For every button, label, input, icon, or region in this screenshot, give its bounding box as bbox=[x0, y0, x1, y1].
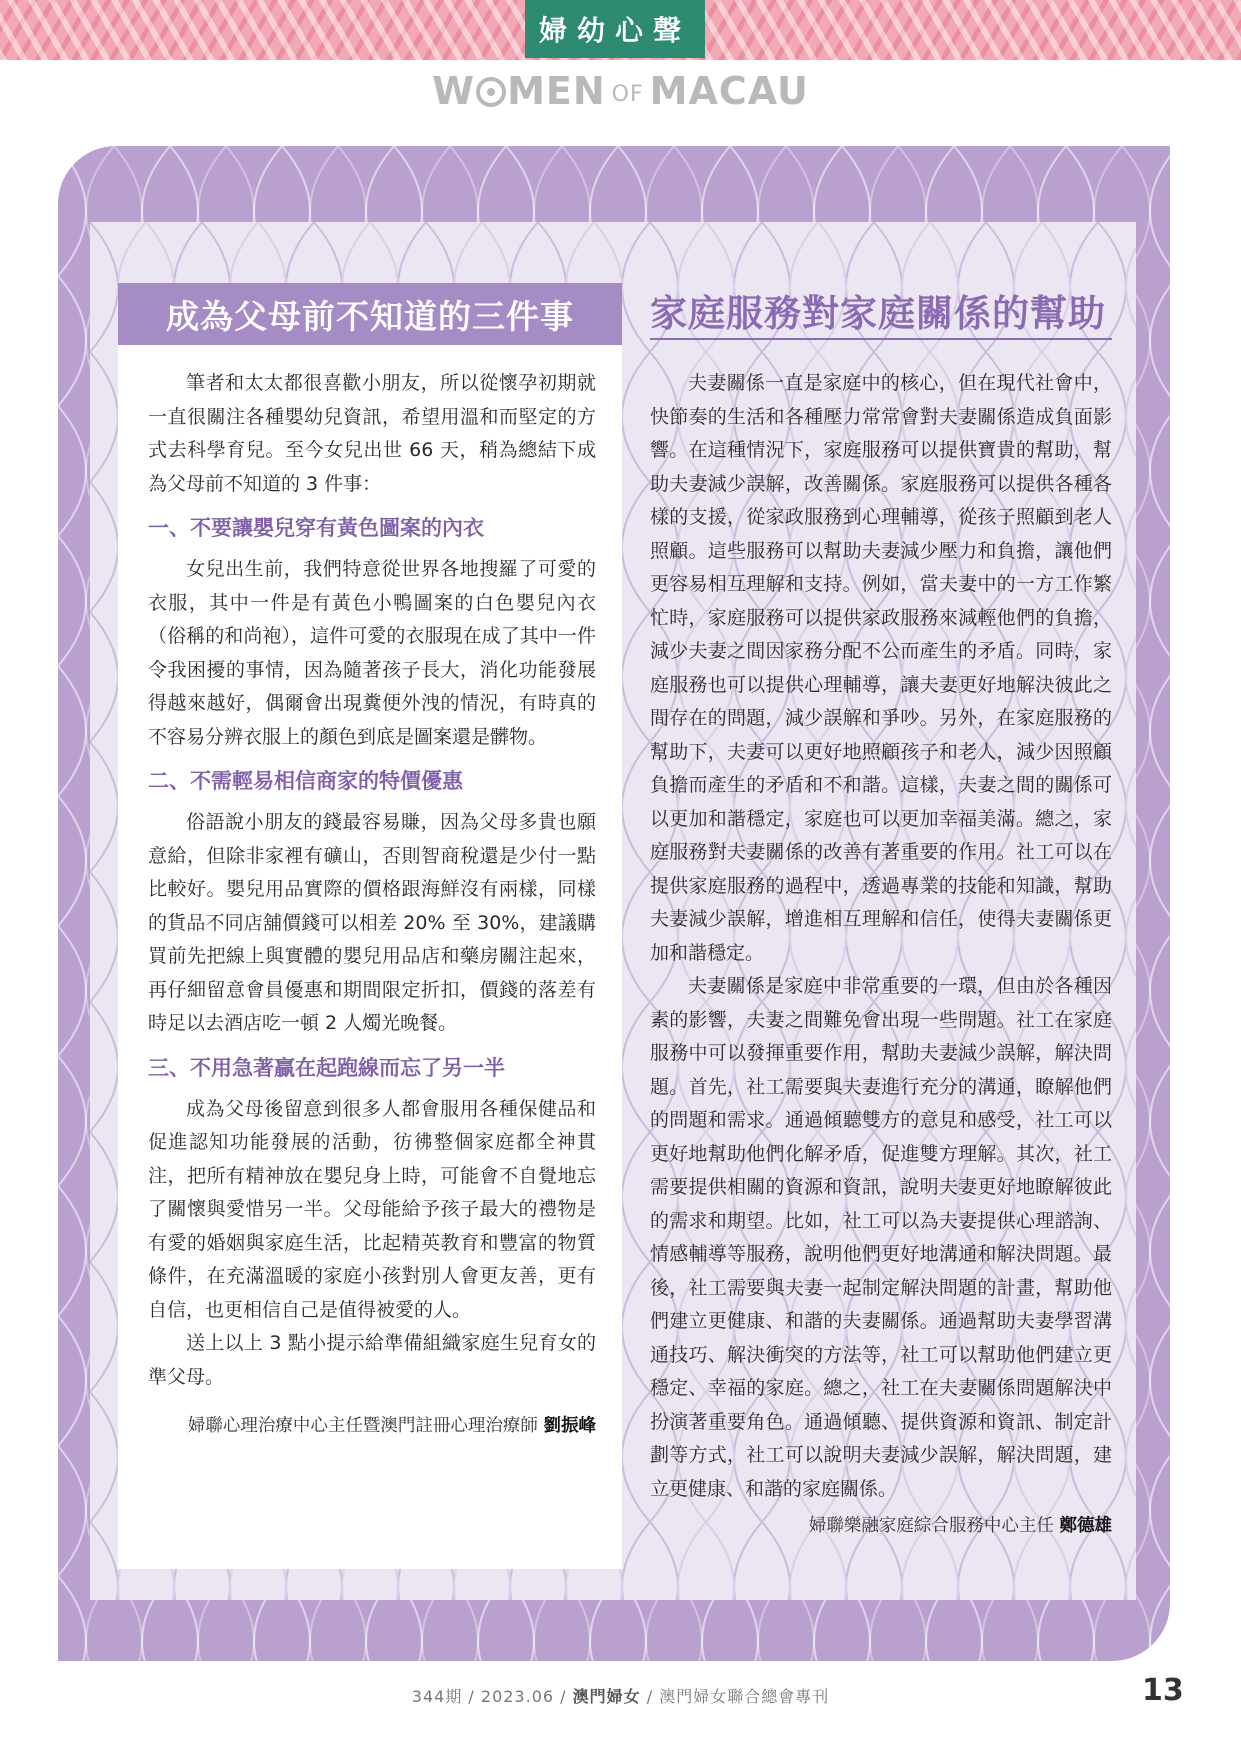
left-intro: 筆者和太太都很喜歡小朋友，所以從懷孕初期就一直很關注各種嬰幼兒資訊，希望用溫和而堅定的方式去科學育兒。至今女兒出世 66 天，稍為總結下成為父母前不知道的 3 件事： bbox=[148, 372, 596, 495]
footer-sep: / bbox=[640, 1687, 660, 1706]
left-section-2-body: 俗語說小朋友的錢最容易賺，因為父母多貴也願意給，但除非家裡有礦山，否則智商稅還是少付一點比較好。嬰兒用品實際的價格跟海鮮沒有兩樣，同樣的貨品不同店舖價錢可以相差 20% 至 30%，建議購買前先把線上與實體的嬰兒用品店和藥房關注起來，再仔細留意會員優惠和期間限定折扣，價錢的落差有時足以去酒店吃一頓 2 人燭光晚餐。 bbox=[148, 811, 596, 1034]
left-heading-2: 二、不需輕易相信商家的特價優惠 bbox=[148, 769, 463, 793]
right-byline-name: 鄭德雄 bbox=[1059, 1516, 1112, 1536]
left-closing: 送上以上 3 點小提示給準備組織家庭生兒育女的準父母。 bbox=[148, 1332, 596, 1388]
page-footer bbox=[0, 1684, 1241, 1707]
flower-icon bbox=[476, 77, 506, 107]
left-byline-name: 劉振峰 bbox=[543, 1416, 596, 1436]
page-number: 13 bbox=[1142, 1673, 1184, 1708]
right-byline bbox=[650, 1512, 1112, 1537]
left-section-1-body: 女兒出生前，我們特意從世界各地搜羅了可愛的衣服，其中一件是有黃色小鴨圖案的白色嬰兒內衣（俗稱的和尚袍），這件可愛的衣服現在成了其中一件令我困擾的事情，因為隨著孩子長大，消化功能發展得越來越好，偶爾會出現糞便外洩的情況，有時真的不容易分辨衣服上的顏色到底是圖案還是髒物。 bbox=[148, 558, 596, 748]
right-paragraph-1: 夫妻關係一直是家庭中的核心，但在現代社會中，快節奏的生活和各種壓力常常會對夫妻關係造成負面影響。在這種情況下，家庭服務可以提供寶貴的幫助，幫助夫妻減少誤解，改善關係。家庭服務可以提供各種各樣的支援，從家政服務到心理輔導，從孩子照顧到老人照顧。這些服務可以幫助夫妻減少壓力和負擔，讓他們更容易相互理解和支持。例如，當夫妻中的一方工作繁忙時，家庭服務可以提供家政服務來減輕他們的負擔，減少夫妻之間因家務分配不公而產生的矛盾。同時，家庭服務也可以提供心理輔導，讓夫妻更好地解決彼此之間存在的問題，減少誤解和爭吵。另外，在家庭服務的幫助下，夫妻可以更好地照顧孩子和老人，減少因照顧負擔而產生的矛盾和不和諧。這樣，夫妻之間的關係可以更加和諧穩定，家庭也可以更加幸福美滿。總之，家庭服務對夫妻關係的改善有著重要的作用。社工可以在提供家庭服務的過程中，透過專業的技能和知識，幫助夫妻減少誤解，增進相互理解和信任，使得夫妻關係更加和諧穩定。 bbox=[650, 372, 1112, 964]
left-section-3-body: 成為父母後留意到很多人都會服用各種保健品和促進認知功能發展的活動，彷彿整個家庭都全神貫注，把所有精神放在嬰兒身上時，可能會不自覺地忘了關懷與愛惜另一半。父母能給予孩子最大的禮物是有愛的婚姻與家庭生活，比起精英教育和豐富的物質條件，在充滿溫暖的家庭小孩對別人會更友善，更有自信，也更相信自己是值得被愛的人。 bbox=[148, 1097, 596, 1321]
right-article-body bbox=[650, 367, 1112, 1537]
right-article-title: 家庭服務對家庭關係的幫助 bbox=[650, 292, 1106, 335]
section-tab: 婦幼心聲 bbox=[525, 0, 705, 58]
left-byline-title: 婦聯心理治療中心主任暨澳門註冊心理治療師 bbox=[187, 1416, 538, 1436]
footer-magazine: 澳門婦女 bbox=[572, 1687, 641, 1706]
footer-issue: 344期 bbox=[411, 1687, 463, 1706]
masthead-macau: MACAU bbox=[649, 69, 809, 113]
left-article-title: 成為父母前不知道的三件事 bbox=[118, 283, 622, 345]
left-byline bbox=[148, 1412, 596, 1437]
footer-publisher: 澳門婦女聯合總會專刊 bbox=[659, 1687, 830, 1706]
masthead-of: OF bbox=[611, 82, 644, 107]
footer-sep: / bbox=[462, 1687, 481, 1706]
masthead-men: MEN bbox=[507, 69, 606, 113]
right-byline-title: 婦聯樂融家庭綜合服務中心主任 bbox=[808, 1516, 1054, 1536]
left-article-body bbox=[118, 345, 622, 1569]
footer-sep: / bbox=[554, 1687, 573, 1706]
right-paragraph-2: 夫妻關係是家庭中非常重要的一環，但由於各種因素的影響，夫妻之間難免會出現一些問題。社工在家庭服務中可以發揮重要作用，幫助夫妻減少誤解，解決問題。首先，社工需要與夫妻進行充分的溝通，瞭解他們的問題和需求。通過傾聽雙方的意見和感受，社工可以更好地幫助他們化解矛盾，促進雙方理解。其次，社工需要提供相關的資源和資訊，說明夫妻更好地瞭解彼此的需求和期望。比如，社工可以為夫妻提供心理諮詢、情感輔導等服務，說明他們更好地溝通和解決問題。最後，社工需要與夫妻一起制定解決問題的計畫，幫助他們建立更健康、和諧的夫妻關係。通過幫助夫妻學習溝通技巧、解決衝突的方法等，社工可以幫助他們建立更穩定、幸福的家庭。總之，社工在夫妻關係問題解決中扮演著重要角色。通過傾聽、提供資源和資訊、制定計劃等方式，社工可以說明夫妻減少誤解，解決問題，建立更健康、和諧的家庭關係。 bbox=[650, 975, 1112, 1500]
masthead-w: W bbox=[432, 69, 476, 113]
footer-date: 2023.06 bbox=[480, 1687, 555, 1706]
left-heading-1: 一、不要讓嬰兒穿有黃色圖案的內衣 bbox=[148, 516, 484, 540]
left-heading-3: 三、不用急著贏在起跑線而忘了另一半 bbox=[148, 1055, 505, 1080]
masthead-logo bbox=[0, 66, 1241, 116]
right-title-rule bbox=[650, 338, 1112, 340]
